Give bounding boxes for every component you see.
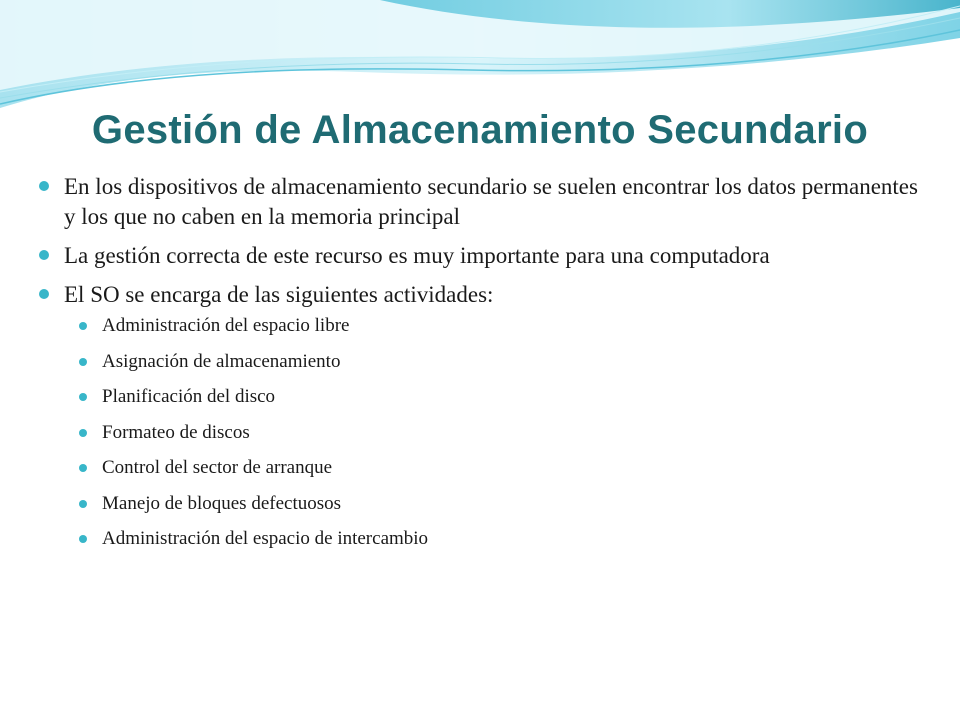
activity-item bbox=[64, 527, 918, 550]
activity-text: Asignación de almacenamiento bbox=[102, 350, 341, 372]
bullet-text: El SO se encarga de las siguientes actividades: bbox=[64, 282, 494, 307]
activity-item bbox=[64, 350, 918, 373]
bullet-dot-icon bbox=[39, 250, 49, 260]
list-item bbox=[38, 280, 918, 550]
bullet-dot-icon bbox=[79, 429, 87, 437]
bullet-text: En los dispositivos de almacenamiento secundario se suelen encontrar los datos permanentes y los que no caben en la memoria principal bbox=[64, 174, 918, 229]
list-item bbox=[38, 241, 918, 271]
bullet-dot-icon bbox=[79, 464, 87, 472]
slide-content bbox=[38, 172, 918, 563]
activity-item bbox=[64, 421, 918, 444]
activity-text: Formateo de discos bbox=[102, 421, 250, 443]
bullet-dot-icon bbox=[79, 393, 87, 401]
bullet-dot-icon bbox=[39, 289, 49, 299]
bullet-list bbox=[38, 172, 918, 550]
activity-text: Manejo de bloques defectuosos bbox=[102, 492, 342, 514]
activity-item bbox=[64, 492, 918, 515]
activities-list bbox=[64, 314, 918, 550]
activity-text: Planificación del disco bbox=[102, 386, 276, 407]
header-wave-decoration bbox=[0, 0, 960, 115]
activity-text: Administración del espacio libre bbox=[102, 315, 350, 336]
activity-item bbox=[64, 385, 918, 408]
bullet-dot-icon bbox=[39, 181, 49, 191]
activity-text: Administración del espacio de intercambio bbox=[102, 528, 429, 549]
activity-text: Control del sector de arranque bbox=[102, 457, 333, 478]
activity-item bbox=[64, 314, 918, 337]
bullet-dot-icon bbox=[79, 535, 87, 543]
bullet-dot-icon bbox=[79, 358, 87, 366]
bullet-text: La gestión correcta de este recurso es muy importante para una computadora bbox=[64, 243, 770, 268]
list-item bbox=[38, 172, 918, 232]
slide-title: Gestión de Almacenamiento Secundario bbox=[91, 108, 869, 152]
activity-item bbox=[64, 456, 918, 479]
bullet-dot-icon bbox=[79, 322, 87, 330]
bullet-dot-icon bbox=[79, 500, 87, 508]
